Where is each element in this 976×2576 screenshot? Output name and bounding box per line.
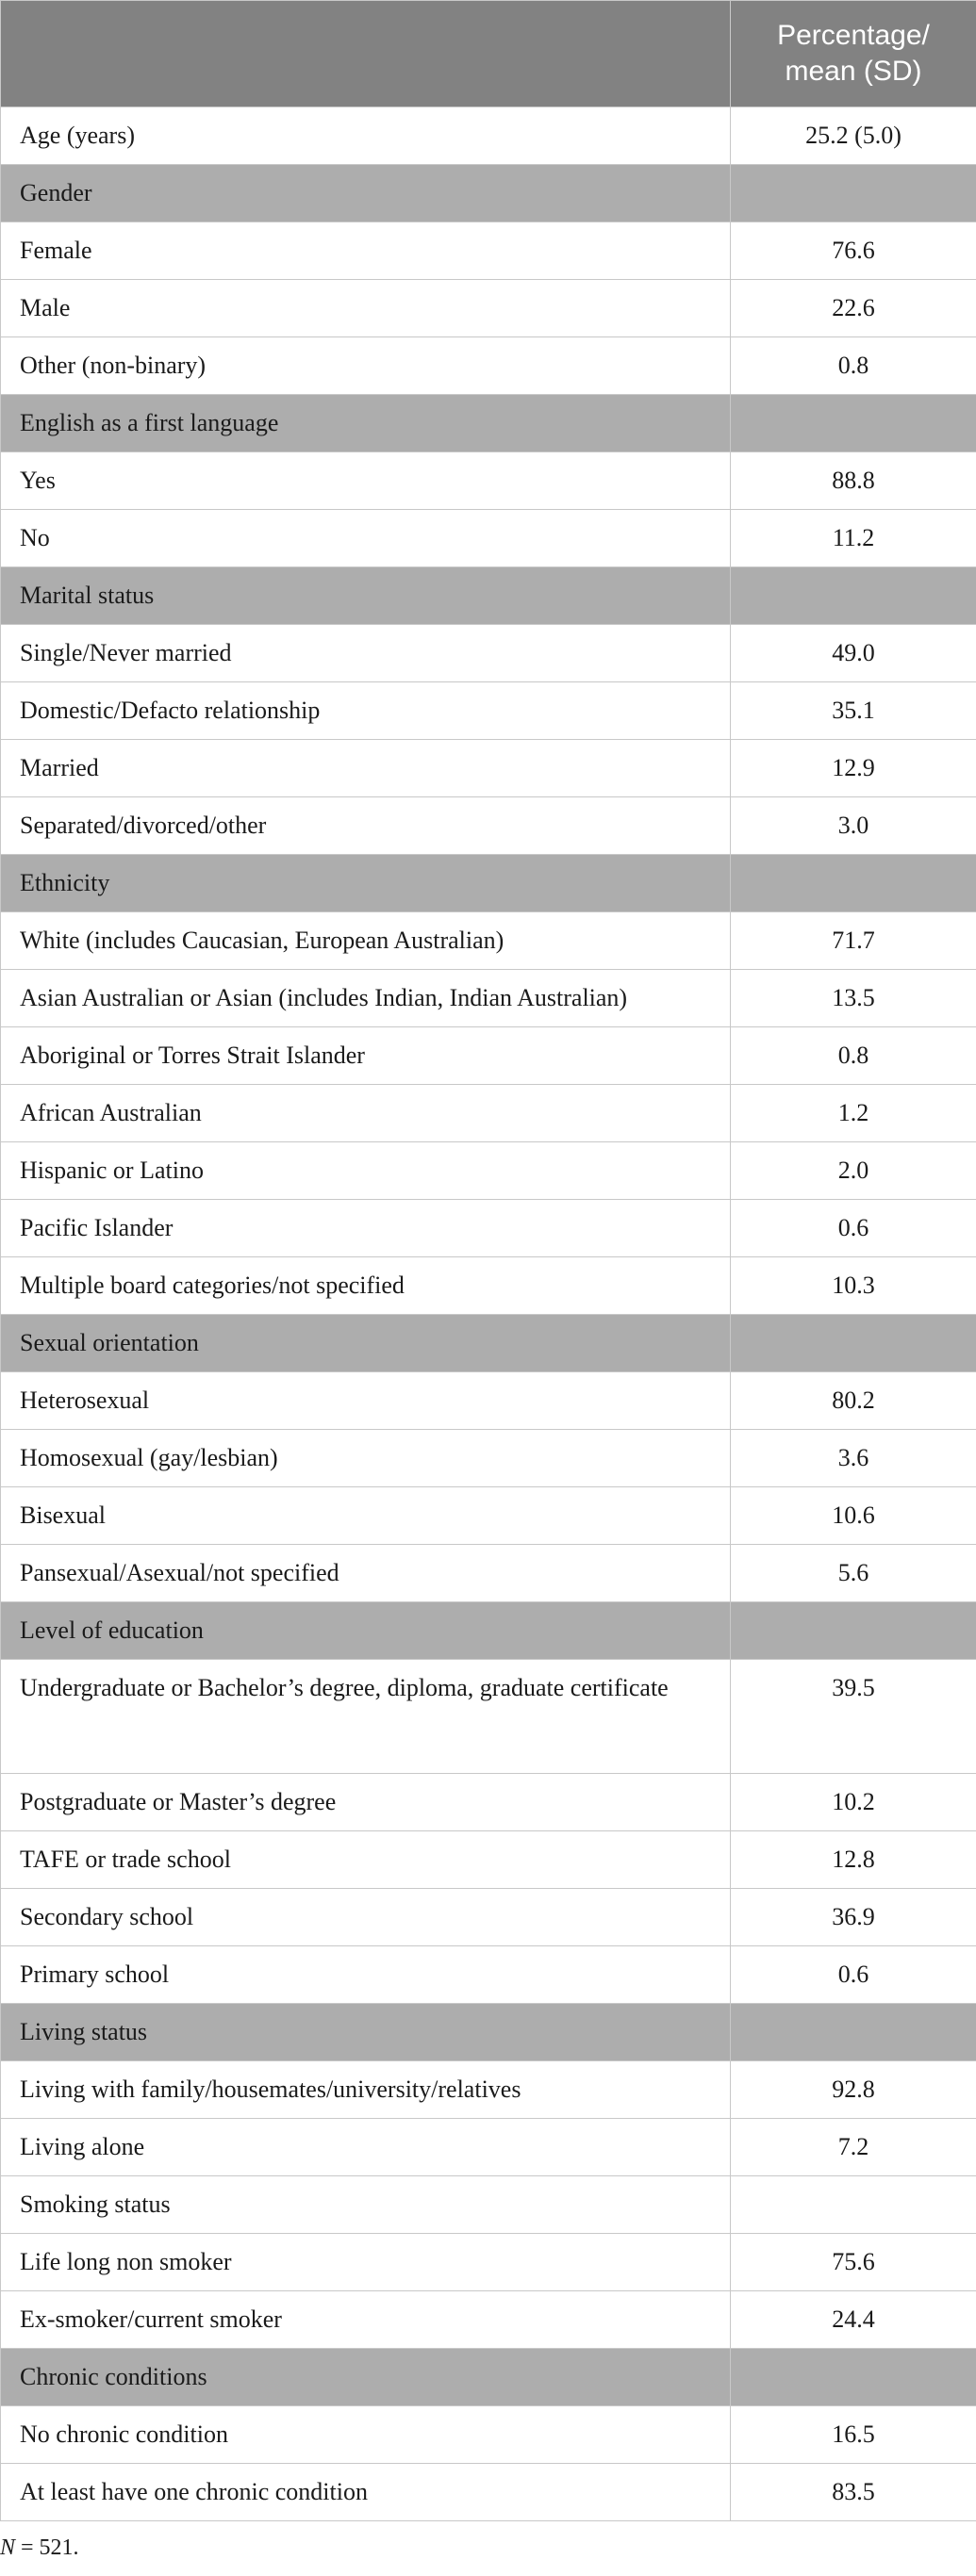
row-value: 24.4 — [731, 2291, 976, 2349]
row-label: Primary school — [1, 1946, 731, 2004]
row-value — [731, 1602, 976, 1660]
table-section-row — [1, 395, 976, 452]
row-label: Heterosexual — [1, 1372, 731, 1430]
table-row — [1, 2291, 976, 2349]
row-label: Life long non smoker — [1, 2234, 731, 2291]
row-value: 0.6 — [731, 1200, 976, 1257]
row-label: Asian Australian or Asian (includes Indian, Indian Australian) — [1, 970, 731, 1027]
row-value — [731, 165, 976, 222]
row-value — [731, 395, 976, 452]
table-row — [1, 222, 976, 280]
row-label: Pacific Islander — [1, 1200, 731, 1257]
row-label: Living alone — [1, 2119, 731, 2176]
row-label: Homosexual (gay/lesbian) — [1, 1430, 731, 1487]
row-value: 36.9 — [731, 1889, 976, 1946]
section-label: English as a first language — [1, 395, 731, 452]
table-row — [1, 1257, 976, 1315]
row-value: 7.2 — [731, 2119, 976, 2176]
table-section-row — [1, 2004, 976, 2061]
table-row — [1, 452, 976, 510]
section-label: Sexual orientation — [1, 1315, 731, 1372]
footnote-n-symbol: N — [0, 2535, 16, 2560]
row-label: White (includes Caucasian, European Australian) — [1, 912, 731, 970]
table-row — [1, 1200, 976, 1257]
table-row — [1, 280, 976, 337]
row-label: Pansexual/Asexual/not specified — [1, 1545, 731, 1602]
row-value — [731, 855, 976, 912]
row-value: 10.6 — [731, 1487, 976, 1545]
section-label: Living status — [1, 2004, 731, 2061]
table-row — [1, 1774, 976, 1831]
table-row — [1, 740, 976, 797]
row-label: Male — [1, 280, 731, 337]
table-row — [1, 2176, 976, 2234]
row-value: 12.8 — [731, 1831, 976, 1889]
row-value: 11.2 — [731, 510, 976, 567]
row-value: 39.5 — [731, 1660, 976, 1774]
row-value: 3.6 — [731, 1430, 976, 1487]
row-label: Age (years) — [1, 107, 731, 165]
row-value: 10.3 — [731, 1257, 976, 1315]
table-row — [1, 1889, 976, 1946]
row-value: 16.5 — [731, 2406, 976, 2464]
table-row — [1, 337, 976, 395]
table-section-row — [1, 855, 976, 912]
table-section-row — [1, 1315, 976, 1372]
row-value: 25.2 (5.0) — [731, 107, 976, 165]
row-label: Postgraduate or Master’s degree — [1, 1774, 731, 1831]
row-label: Domestic/Defacto relationship — [1, 682, 731, 740]
table-row — [1, 2234, 976, 2291]
row-label: No chronic condition — [1, 2406, 731, 2464]
row-value — [731, 567, 976, 625]
table-section-row — [1, 567, 976, 625]
row-label: Ex-smoker/current smoker — [1, 2291, 731, 2349]
table-row — [1, 1085, 976, 1142]
table-row — [1, 797, 976, 855]
row-value: 49.0 — [731, 625, 976, 682]
row-value: 2.0 — [731, 1142, 976, 1200]
table-row — [1, 1027, 976, 1085]
row-value — [731, 2176, 976, 2234]
row-label: Female — [1, 222, 731, 280]
table-row — [1, 107, 976, 165]
row-value: 75.6 — [731, 2234, 976, 2291]
row-value: 22.6 — [731, 280, 976, 337]
row-label: Undergraduate or Bachelor’s degree, diploma, graduate certificate — [1, 1660, 731, 1774]
table-row — [1, 625, 976, 682]
table-row — [1, 1545, 976, 1602]
section-label: Marital status — [1, 567, 731, 625]
row-label: Multiple board categories/not specified — [1, 1257, 731, 1315]
table-section-row — [1, 1602, 976, 1660]
row-value: 71.7 — [731, 912, 976, 970]
table-footnote — [0, 2535, 79, 2561]
row-label: Yes — [1, 452, 731, 510]
table-row — [1, 1831, 976, 1889]
table-row — [1, 510, 976, 567]
header-variable-cell — [1, 1, 731, 107]
table-row — [1, 2119, 976, 2176]
row-value: 80.2 — [731, 1372, 976, 1430]
row-label: Hispanic or Latino — [1, 1142, 731, 1200]
row-label: Smoking status — [1, 2176, 731, 2234]
table-row — [1, 2061, 976, 2119]
header-value-line1: Percentage/ — [777, 20, 930, 51]
section-label: Chronic conditions — [1, 2349, 731, 2406]
table-row — [1, 1142, 976, 1200]
table-row — [1, 682, 976, 740]
row-value — [731, 2004, 976, 2061]
section-label: Gender — [1, 165, 731, 222]
table-row — [1, 2464, 976, 2521]
section-label: Level of education — [1, 1602, 731, 1660]
row-value: 5.6 — [731, 1545, 976, 1602]
footnote-n-text: = 521. — [15, 2535, 79, 2560]
row-label: African Australian — [1, 1085, 731, 1142]
row-value: 0.8 — [731, 337, 976, 395]
header-value-line2: mean (SD) — [785, 56, 922, 87]
row-value: 0.8 — [731, 1027, 976, 1085]
header-value-cell — [731, 1, 976, 107]
row-value: 76.6 — [731, 222, 976, 280]
table-row — [1, 2406, 976, 2464]
row-value: 0.6 — [731, 1946, 976, 2004]
row-label: TAFE or trade school — [1, 1831, 731, 1889]
row-value — [731, 2349, 976, 2406]
row-value: 3.0 — [731, 797, 976, 855]
row-label: Secondary school — [1, 1889, 731, 1946]
row-label: Single/Never married — [1, 625, 731, 682]
table-row — [1, 1487, 976, 1545]
row-value: 92.8 — [731, 2061, 976, 2119]
row-label: Other (non-binary) — [1, 337, 731, 395]
row-value: 35.1 — [731, 682, 976, 740]
row-value — [731, 1315, 976, 1372]
table-header-row — [1, 1, 976, 107]
row-label: Married — [1, 740, 731, 797]
table-row — [1, 1946, 976, 2004]
row-value: 12.9 — [731, 740, 976, 797]
row-label: No — [1, 510, 731, 567]
row-label: Living with family/housemates/university/relatives — [1, 2061, 731, 2119]
row-value: 88.8 — [731, 452, 976, 510]
row-value: 10.2 — [731, 1774, 976, 1831]
row-label: Aboriginal or Torres Strait Islander — [1, 1027, 731, 1085]
table-row — [1, 1660, 976, 1774]
row-label: Bisexual — [1, 1487, 731, 1545]
table-row — [1, 1372, 976, 1430]
table-section-row — [1, 165, 976, 222]
row-label: At least have one chronic condition — [1, 2464, 731, 2521]
row-label: Separated/divorced/other — [1, 797, 731, 855]
table-row — [1, 912, 976, 970]
row-value: 1.2 — [731, 1085, 976, 1142]
table-row — [1, 1430, 976, 1487]
row-value: 83.5 — [731, 2464, 976, 2521]
row-value: 13.5 — [731, 970, 976, 1027]
table-body — [1, 107, 976, 2521]
table-section-row — [1, 2349, 976, 2406]
section-label: Ethnicity — [1, 855, 731, 912]
table-row — [1, 970, 976, 1027]
